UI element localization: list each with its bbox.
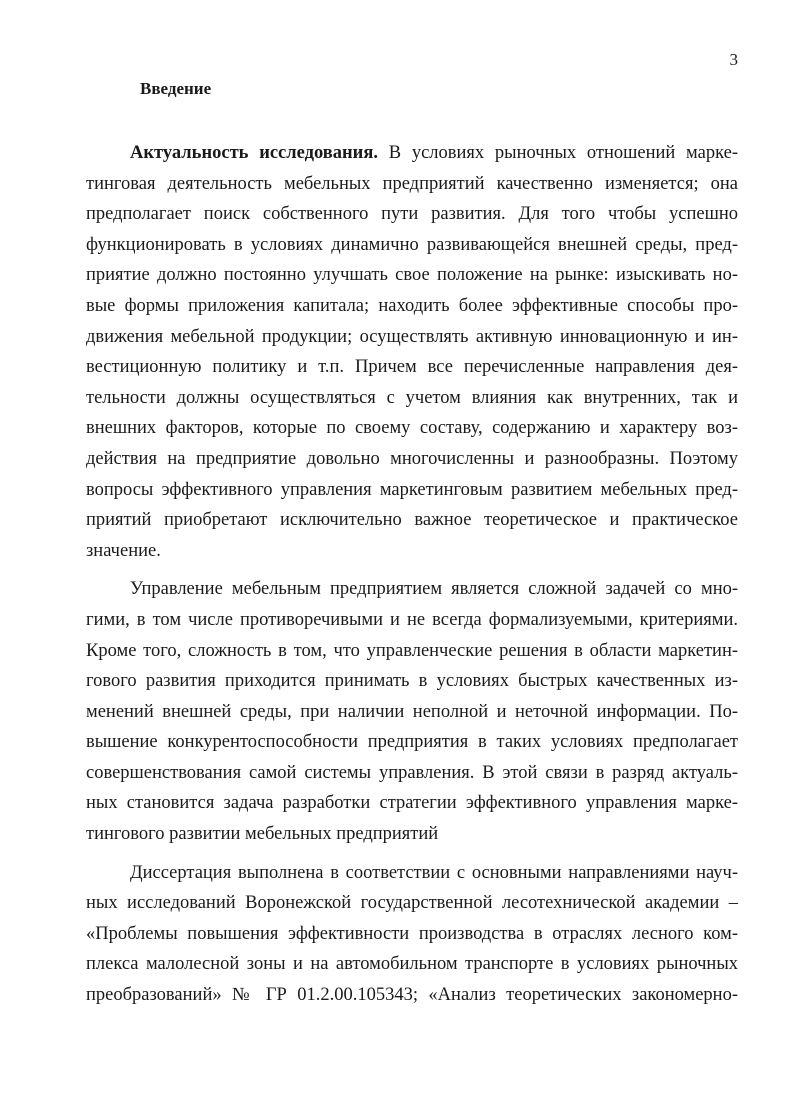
paragraph-management [86, 574, 738, 849]
paragraph-line: значение. [86, 540, 161, 561]
paragraph-line: тинговая деятельность мебельных предприятий качественно изменяется; она [86, 173, 738, 194]
paragraph-line: Диссертация выполнена в соответствии с основными направлениями науч- [130, 862, 738, 883]
document-body [86, 138, 738, 1011]
paragraph-line: Актуальность исследования. В условиях рыночных отношений марке- [130, 143, 738, 163]
paragraph-line: преобразований» № ГР 01.2.00.105343; «Анализ теоретических закономерно- [86, 985, 738, 1006]
paragraph-line: совершенствования самой системы управления. В этой связи в разряд актуаль- [86, 762, 738, 783]
paragraph-line: приятий приобретают исключительно важное теоретическое и практическое [86, 510, 738, 531]
paragraph-dissertation [86, 858, 738, 1011]
relevance-lead: Актуальность исследования. [130, 143, 378, 163]
paragraph-line: внешних факторов, которые по своему составу, содержанию и характеру воз- [86, 418, 738, 439]
paragraph-line: гими, в том числе противоречивыми и не всегда формализуемыми, критериями. [86, 609, 738, 630]
section-heading: Введение [140, 79, 212, 98]
paragraph-line: функционировать в условиях динамично развивающейся внешней среды, пред- [86, 234, 738, 255]
paragraph-line: «Проблемы повышения эффективности производства в отраслях лесного ком- [86, 923, 738, 944]
paragraph-line: вестиционную политику и т.п. Причем все перечисленные направления дея- [86, 357, 738, 378]
paragraph-line: плекса малолесной зоны и на автомобильном транспорте в условиях рыночных [86, 954, 738, 975]
paragraph-line: ных исследований Воронежской государственной лесотехнической академии – [86, 893, 738, 914]
paragraph-line: тингового развитии мебельных предприятий [86, 824, 439, 845]
paragraph-line: вопросы эффективного управления маркетинговым развитием мебельных пред- [86, 479, 738, 500]
paragraph-line: гового развития приходится принимать в условиях быстрых качественных из- [86, 671, 738, 692]
paragraph-line: вышение конкурентоспособности предприятия в таких условиях предполагает [86, 732, 738, 753]
paragraph-line: вые формы приложения капитала; находить более эффективные способы про- [86, 295, 738, 316]
paragraph-line: менений внешней среды, при наличии неполной и неточной информации. По- [86, 701, 738, 722]
paragraph-line: приятие должно постоянно улучшать свое положение на рынке: изыскивать но- [86, 265, 738, 286]
paragraph-line: Кроме того, сложность в том, что управленческие решения в области маркетин- [86, 640, 738, 661]
paragraph-line: тельности должны осуществляться с учетом влияния как внутренних, так и [86, 387, 738, 408]
paragraph-relevance [86, 138, 738, 566]
paragraph-line: ных становится задача разработки стратегии эффективного управления марке- [86, 793, 738, 814]
paragraph-line: действия на предприятие довольно многочисленны и разнообразны. Поэтому [86, 448, 738, 469]
paragraph-line: движения мебельной продукции; осуществлять активную инновационную и ин- [86, 326, 738, 347]
paragraph-line: Управление мебельным предприятием является сложной задачей со мно- [130, 579, 738, 600]
page-number: 3 [729, 50, 738, 69]
paragraph-line: предполагает поиск собственного пути развития. Для того чтобы успешно [86, 204, 738, 225]
